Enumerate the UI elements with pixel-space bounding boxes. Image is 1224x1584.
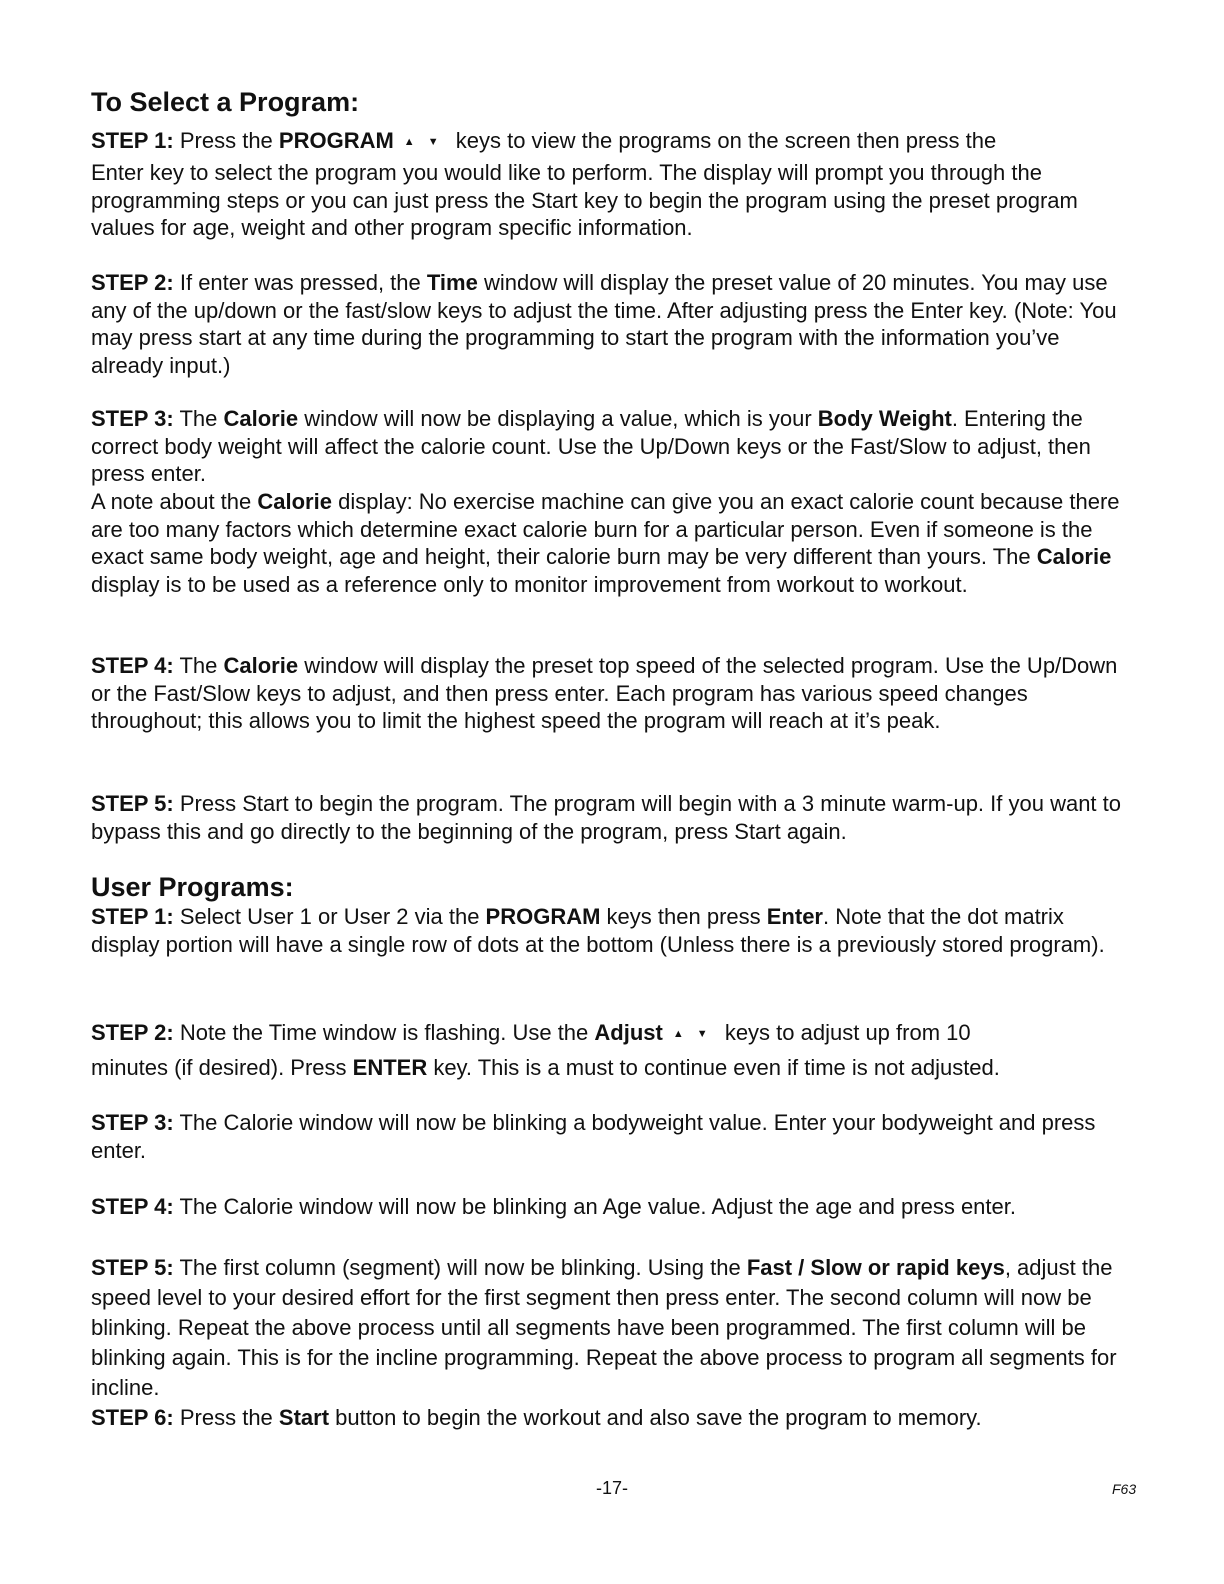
up-down-arrows-icon: ▲ ▼ bbox=[672, 1028, 713, 1040]
model-code: F63 bbox=[1112, 1481, 1137, 1497]
section-heading-user-programs: User Programs: bbox=[91, 872, 294, 902]
section-heading-select-program: To Select a Program: bbox=[91, 87, 360, 117]
select-step-1: STEP 1: Press the PROGRAM ▲ ▼ keys to view the programs on the screen then press the bbox=[91, 128, 997, 153]
user-step-5: STEP 5: The first column (segment) will now be blinking. Using the Fast / Slow or rapid keys, adjust the speed level to your desired effort for the first segment then press enter. The second column will now be blinking. Repeat the above process until all segments have been programmed. The first column will be blinking again. This is for the incline programming. Repeat the above process to program all segments for incline. bbox=[91, 1255, 1117, 1400]
select-step-2: STEP 2: If enter was pressed, the Time window will display the preset value of 20 minutes. You may use any of the up/down or the fast/slow keys to adjust the time. After adjusting press the Enter key. (Note: You may press start at any time during the programming to start the program with the information you’ve already input.) bbox=[91, 270, 1117, 378]
user-step-1: STEP 1: Select User 1 or User 2 via the PROGRAM keys then press Enter. Note that the dot matrix display portion will have a single row of dots at the bottom (Unless there is a previously stored program). bbox=[91, 904, 1105, 957]
user-step-2: STEP 2: Note the Time window is flashing. Use the Adjust ▲ ▼ keys to adjust up from 10 bbox=[91, 1020, 971, 1045]
page-number: -17- bbox=[595, 1478, 628, 1498]
select-step-1-cont: Enter key to select the program you would like to perform. The display will prompt you through the programming steps or you can just press the Start key to begin the program using the preset program values for age, weight and other program specific information. bbox=[91, 160, 1078, 240]
user-step-6: STEP 6: Press the Start button to begin the workout and also save the program to memory. bbox=[91, 1405, 982, 1430]
select-step-4: STEP 4: The Calorie window will display the preset top speed of the selected program. Use the Up/Down or the Fast/Slow keys to adjust, and then press enter. Each program has various speed changes throughout; this allows you to limit the highest speed the program will reach at it’s peak. bbox=[91, 653, 1118, 733]
up-down-arrows-icon: ▲ ▼ bbox=[403, 136, 444, 148]
select-step-3: STEP 3: The Calorie window will now be displaying a value, which is your Body Weight. Entering the correct body weight will affect the calorie count. Use the Up/Down keys or the Fast/Slow to adjust, then press enter. bbox=[91, 406, 1091, 486]
user-step-4: STEP 4: The Calorie window will now be blinking an Age value. Adjust the age and press enter. bbox=[91, 1194, 1016, 1219]
select-step-5: STEP 5: Press Start to begin the program. The program will begin with a 3 minute warm-up. If you want to bypass this and go directly to the beginning of the program, press Start again. bbox=[91, 791, 1122, 844]
calorie-note: A note about the Calorie display: No exercise machine can give you an exact calorie count because there are too many factors which determine exact calorie burn for a particular person. Even if someone is the exact same body weight, age and height, their calorie burn may be very different than yours. The Calorie display is to be used as a reference only to monitor improvement from workout to workout. bbox=[91, 489, 1120, 597]
user-step-2-cont: minutes (if desired). Press ENTER key. This is a must to continue even if time is not adjusted. bbox=[91, 1055, 1000, 1080]
user-step-3: STEP 3: The Calorie window will now be blinking a bodyweight value. Enter your bodyweight and press enter. bbox=[91, 1110, 1096, 1163]
